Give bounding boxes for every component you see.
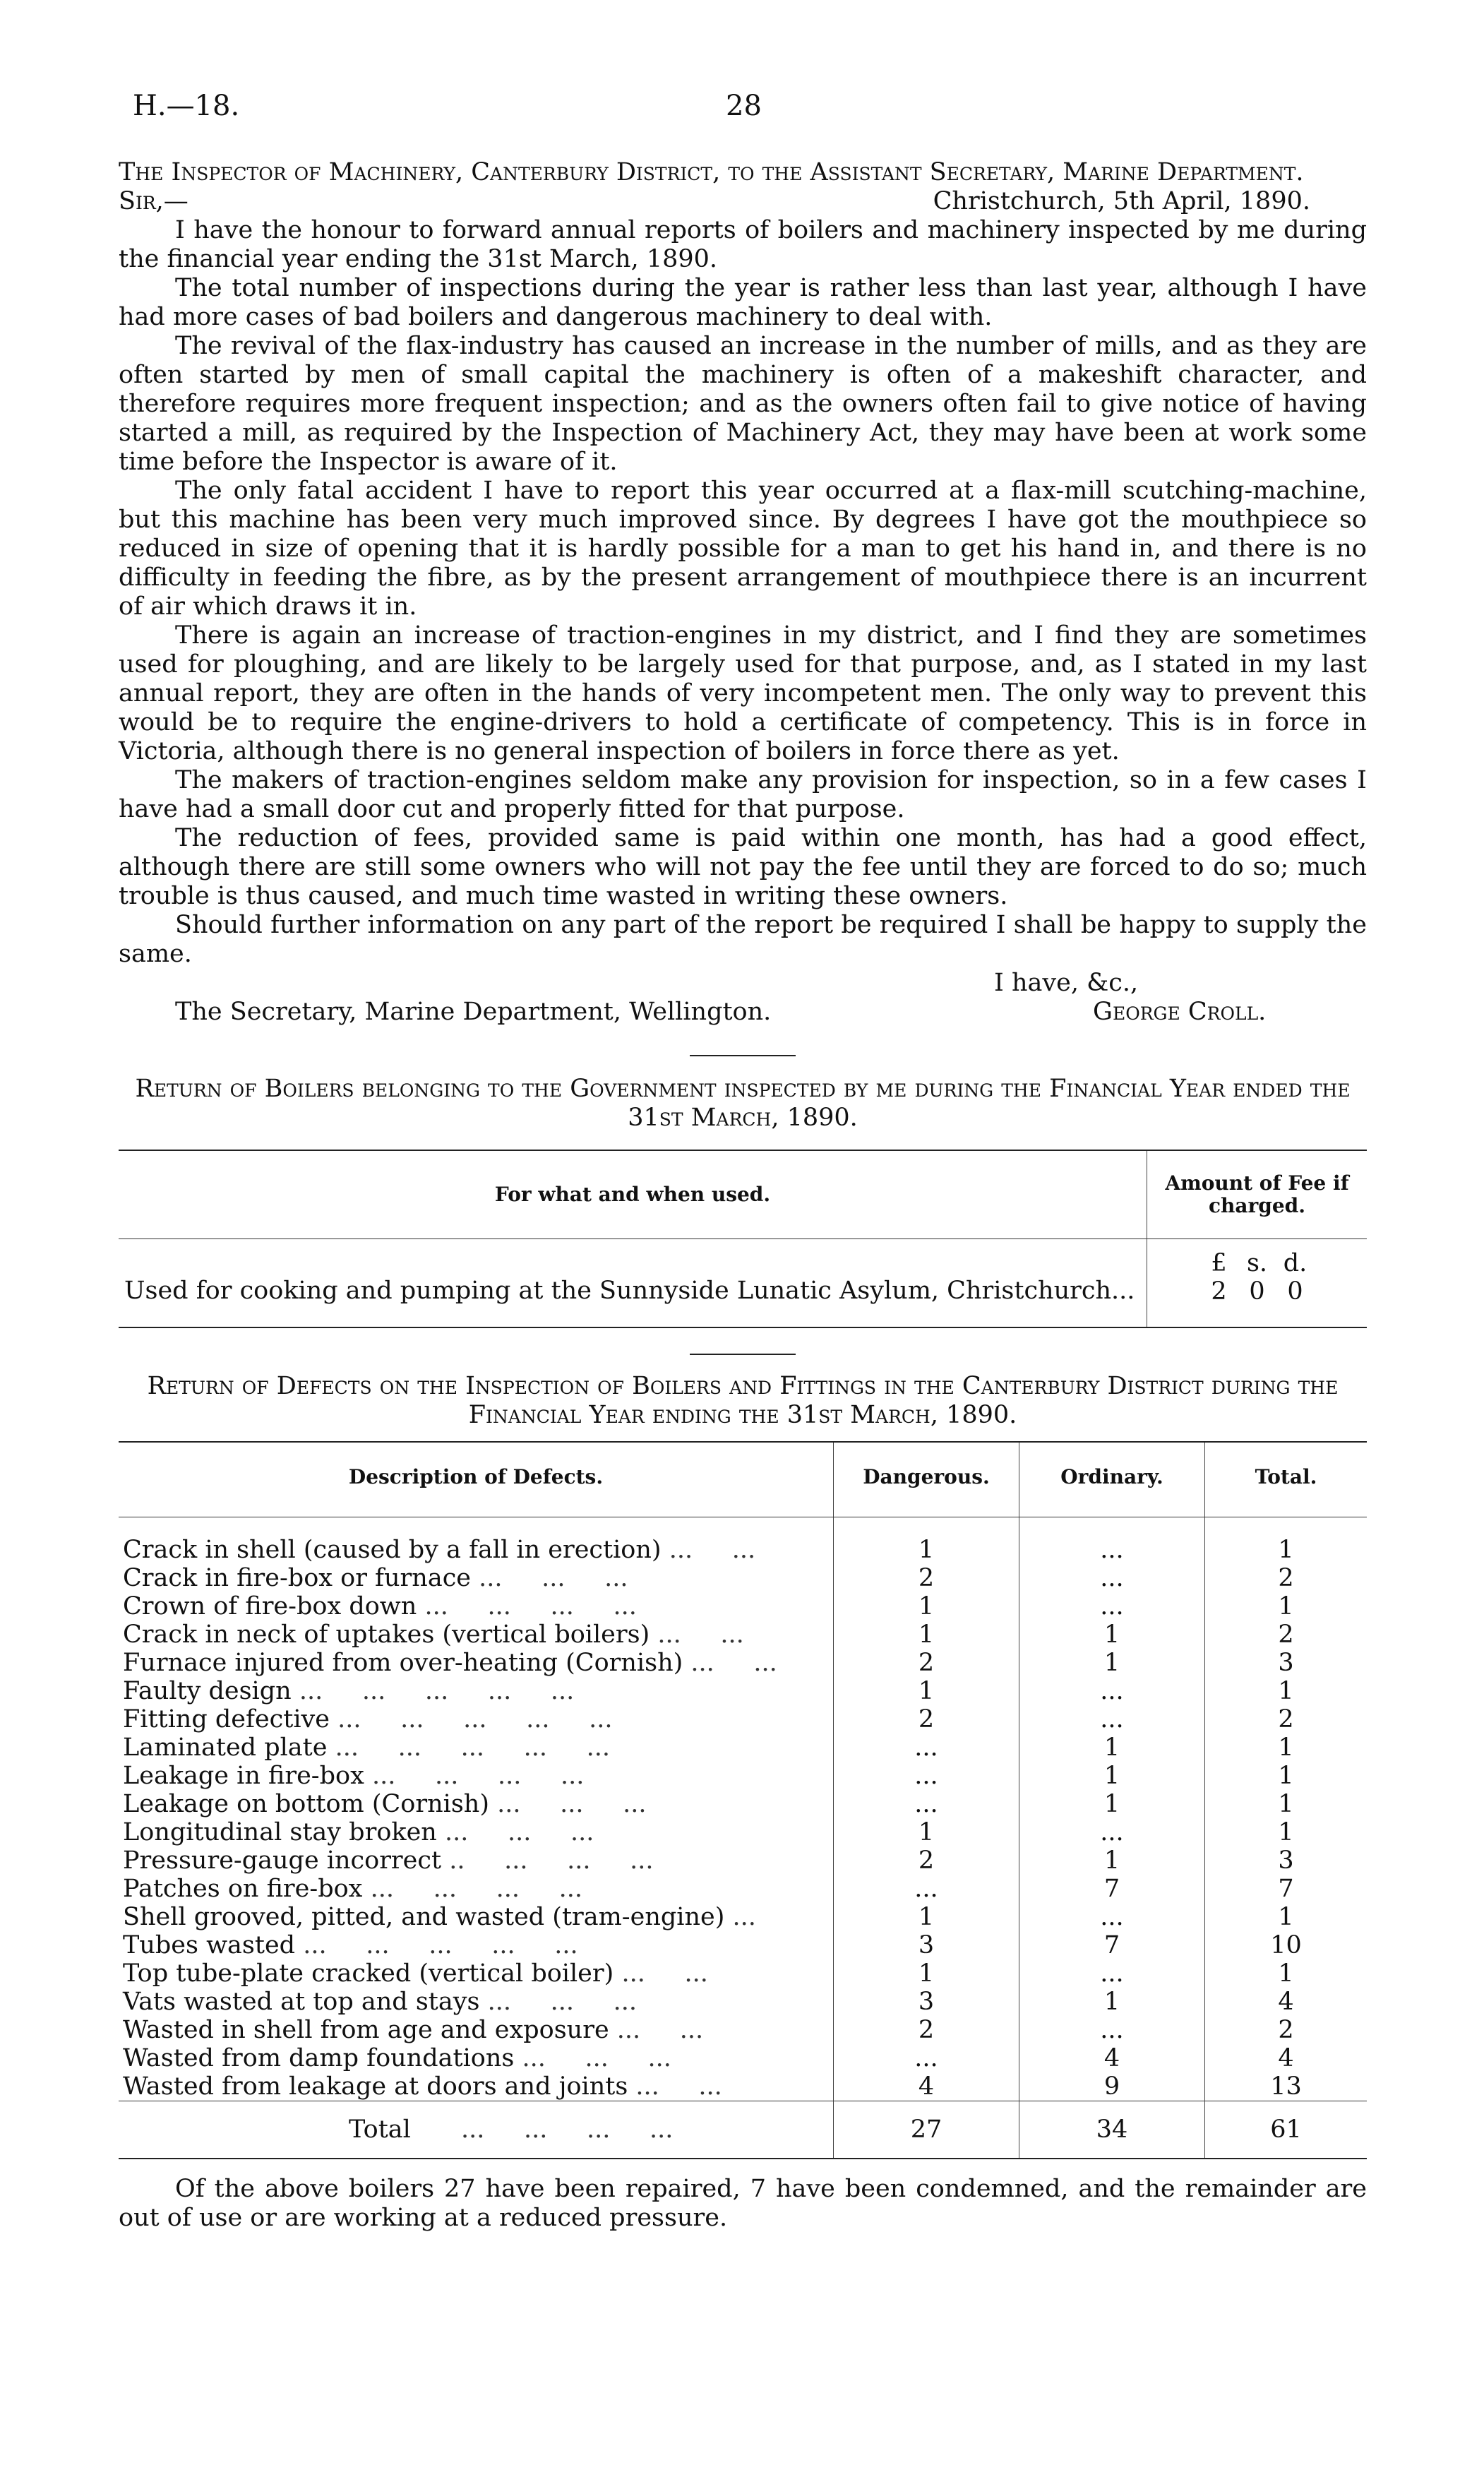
column-header-fee: Amount of Fee if charged. — [1147, 1150, 1368, 1239]
table-row — [119, 1846, 1367, 1875]
dot-leader: ... ... ... ... ... — [303, 1931, 578, 1959]
defect-description: Leakage in fire-box — [123, 1762, 364, 1790]
ordinary-count: ... — [1019, 1818, 1205, 1846]
defect-description-cell — [119, 1846, 834, 1875]
dot-leader: ... ... — [690, 1649, 777, 1677]
defect-description-cell — [119, 2016, 834, 2044]
defect-description: Patches on fire-box — [123, 1875, 363, 1903]
ordinary-count: 1 — [1019, 1621, 1205, 1649]
defect-description: Wasted from leakage at doors and joints — [123, 2072, 628, 2101]
dangerous-count: 2 — [834, 1649, 1019, 1677]
dangerous-count: ... — [834, 1875, 1019, 1903]
dot-leader: ... ... — [616, 2016, 704, 2044]
table-row — [119, 1762, 1367, 1790]
defect-description-cell — [119, 1762, 834, 1790]
total-count: 1 — [1205, 1733, 1368, 1762]
footer-note: Of the above boilers 27 have been repaired, 7 have been condemned, and the remainder are out of use or are working at a reduced pressure. — [119, 2175, 1367, 2232]
page-number: 28 — [726, 90, 762, 122]
total-count: 1 — [1205, 1959, 1368, 1988]
dangerous-count: 1 — [834, 1592, 1019, 1621]
table-row — [119, 1790, 1367, 1818]
shillings-value: 0 — [1249, 1277, 1265, 1306]
dot-leader: ... ... ... ... — [371, 1762, 585, 1790]
total-row — [119, 2101, 1367, 2159]
dangerous-count: ... — [834, 1790, 1019, 1818]
defect-description: Leakage on bottom (Cornish) — [123, 1790, 490, 1818]
defect-description: Crack in shell (caused by a fall in erection) — [123, 1536, 662, 1564]
usage-description: Used for cooking and pumping at the Sunnyside Lunatic Asylum, Christchurch... — [119, 1239, 1147, 1328]
dot-leader: ... ... — [635, 2072, 722, 2101]
letter-paragraph: The reduction of fees, provided same is paid within one month, has had a good effect, although there are still some owners who will not pay the fee until they are forced to do so; much trouble is thus caused, and much time wasted in writing these owners. — [119, 824, 1367, 910]
defect-description: Crack in neck of uptakes (vertical boilers) — [123, 1621, 650, 1649]
table-row — [119, 1677, 1367, 1705]
dot-leader: ... ... ... ... — [370, 1875, 582, 1903]
total-count: 1 — [1205, 1818, 1368, 1846]
column-header-usage: For what and when used. — [119, 1150, 1147, 1239]
closing-row — [119, 969, 1367, 998]
defect-description-cell — [119, 1705, 834, 1733]
dangerous-count: 1 — [834, 1903, 1019, 1931]
dangerous-count: 2 — [834, 2016, 1019, 2044]
defect-description: Crown of fire-box down — [123, 1592, 417, 1621]
total-leader: ... ... ... ... — [460, 2115, 674, 2144]
ordinary-count: 1 — [1019, 1762, 1205, 1790]
government-boilers-table — [119, 1150, 1367, 1328]
defect-description-cell — [119, 1959, 834, 1988]
defect-description: Furnace injured from over-heating (Cornish) — [123, 1649, 683, 1677]
salutation-line — [119, 187, 1367, 216]
defect-description-cell — [119, 2044, 834, 2072]
table-row — [119, 1988, 1367, 2016]
table-row — [119, 1592, 1367, 1621]
defect-description-cell — [119, 1592, 834, 1621]
defect-description-cell — [119, 1649, 834, 1677]
total-count: 7 — [1205, 1875, 1368, 1903]
table-row — [119, 1818, 1367, 1846]
dangerous-count: ... — [834, 2044, 1019, 2072]
dangerous-count: 2 — [834, 1564, 1019, 1592]
table-row — [119, 1959, 1367, 1988]
ordinary-count: 1 — [1019, 1846, 1205, 1875]
page-header — [119, 92, 1367, 148]
total-count: 2 — [1205, 1564, 1368, 1592]
dangerous-count: 1 — [834, 1677, 1019, 1705]
table-row — [119, 1875, 1367, 1903]
defect-description: Pressure-gauge incorrect — [123, 1846, 442, 1875]
defect-description-cell — [119, 1677, 834, 1705]
dangerous-count: 1 — [834, 1621, 1019, 1649]
defect-description-cell — [119, 1621, 834, 1649]
total-count: 1 — [1205, 1903, 1368, 1931]
ordinary-count: 1 — [1019, 1733, 1205, 1762]
defects-table — [119, 1441, 1367, 2159]
dangerous-count: 1 — [834, 1959, 1019, 1988]
total-count: 1 — [1205, 1677, 1368, 1705]
table-row — [119, 2016, 1367, 2044]
table-row — [119, 1239, 1367, 1328]
addressee-row — [119, 998, 1367, 1027]
ordinary-count: ... — [1019, 1959, 1205, 1988]
table-row — [119, 1705, 1367, 1733]
total-count: 4 — [1205, 1988, 1368, 2016]
fee-cell — [1147, 1239, 1368, 1328]
dot-leader: ... ... ... — [497, 1790, 647, 1818]
defect-description-cell — [119, 2072, 834, 2101]
defect-description-cell — [119, 1790, 834, 1818]
closing-phrase: I have, &c., — [994, 969, 1139, 997]
dot-leader: ... ... ... ... ... — [335, 1733, 610, 1762]
defect-description-cell — [119, 1733, 834, 1762]
total-ordinary: 34 — [1019, 2101, 1205, 2159]
total-count: 2 — [1205, 1621, 1368, 1649]
section-divider — [690, 1055, 796, 1056]
dangerous-count: 1 — [834, 1818, 1019, 1846]
total-count: 1 — [1205, 1517, 1368, 1565]
total-count: 2 — [1205, 2016, 1368, 2044]
place-date: Christchurch, 5th April, 1890. — [933, 187, 1310, 215]
dangerous-count: ... — [834, 1733, 1019, 1762]
defect-description: Crack in fire-box or furnace — [123, 1564, 472, 1592]
fee-grid — [1153, 1249, 1361, 1306]
defect-description: Laminated plate — [123, 1733, 328, 1762]
dot-leader: ... ... ... — [487, 1988, 637, 2016]
ordinary-count: ... — [1019, 2016, 1205, 2044]
signature: George Croll. — [1093, 998, 1267, 1026]
ordinary-count: 9 — [1019, 2072, 1205, 2101]
table-row — [119, 1931, 1367, 1959]
defect-description-cell — [119, 1564, 834, 1592]
total-label-cell — [119, 2101, 834, 2159]
dot-leader: ... ... ... — [479, 1564, 628, 1592]
table-row — [119, 1649, 1367, 1677]
table-row — [119, 1517, 1367, 1565]
defect-description: Longitudinal stay broken — [123, 1818, 437, 1846]
addressee: The Secretary, Marine Department, Wellington. — [175, 998, 772, 1026]
letter-body — [119, 216, 1367, 1027]
dot-leader: ... ... — [621, 1959, 708, 1988]
defect-description: Tubes wasted — [123, 1931, 296, 1959]
letter-paragraph: The total number of inspections during the year is rather less than last year, although I have had more cases of bad boilers and dangerous machinery to deal with. — [119, 274, 1367, 331]
ordinary-count: ... — [1019, 1517, 1205, 1565]
dangerous-count: 2 — [834, 1705, 1019, 1733]
ordinary-count: 7 — [1019, 1875, 1205, 1903]
defect-description: Faulty design — [123, 1677, 292, 1705]
column-header-dangerous: Dangerous. — [834, 1442, 1019, 1517]
salutation: Sir,— — [119, 187, 189, 215]
column-header-total: Total. — [1205, 1442, 1368, 1517]
defect-description: Top tube-plate cracked (vertical boiler) — [123, 1959, 614, 1988]
total-count: 3 — [1205, 1649, 1368, 1677]
ordinary-count: ... — [1019, 1903, 1205, 1931]
ordinary-count: 1 — [1019, 1790, 1205, 1818]
ordinary-count: 4 — [1019, 2044, 1205, 2072]
dangerous-count: ... — [834, 1762, 1019, 1790]
defect-description-cell — [119, 1517, 834, 1565]
letter-paragraph: I have the honour to forward annual reports of boilers and machinery inspected by me during the financial year ending the 31st March, 1890. — [119, 216, 1367, 273]
defect-description: Wasted in shell from age and exposure — [123, 2016, 609, 2044]
dot-leader: ... ... — [669, 1536, 756, 1564]
pence-header: d. — [1283, 1249, 1308, 1277]
dangerous-count: 4 — [834, 2072, 1019, 2101]
dangerous-count: 2 — [834, 1846, 1019, 1875]
total-count: 1 — [1205, 1762, 1368, 1790]
pence-value: 0 — [1287, 1277, 1303, 1306]
dangerous-count: 3 — [834, 1988, 1019, 2016]
defect-description: Vats wasted at top and stays — [123, 1988, 480, 2016]
table-row — [119, 2044, 1367, 2072]
dot-leader: .. ... ... ... — [449, 1846, 654, 1875]
defects-return-title: Return of Defects on the Inspection of Boilers and Fittings in the Canterbury District during the Financial Year ending the 31st March, 1890. — [147, 1372, 1339, 1429]
document-reference: H.—18. — [133, 90, 240, 122]
defect-description-cell — [119, 1988, 834, 2016]
total-label: Total — [349, 2115, 411, 2144]
ordinary-count: ... — [1019, 1564, 1205, 1592]
letter-paragraph: The only fatal accident I have to report this year occurred at a flax-mill scutching-machine, but this machine has been very much improved since. By degrees I have got the mouthpiece so reduced in size of opening that it is hardly possible for a man to get his hand in, and there is no difficulty in feeding the fibre, as by the present arrangement of mouthpiece there is an incurrent of air which draws it in. — [119, 477, 1367, 621]
shillings-header: s. — [1246, 1249, 1268, 1277]
ordinary-count: ... — [1019, 1677, 1205, 1705]
total-count: 10 — [1205, 1931, 1368, 1959]
total-count: 13 — [1205, 2072, 1368, 2101]
dot-leader: ... ... ... — [522, 2044, 671, 2072]
total-total: 61 — [1205, 2101, 1368, 2159]
total-count: 4 — [1205, 2044, 1368, 2072]
pounds-value: 2 — [1211, 1277, 1227, 1306]
total-count: 1 — [1205, 1592, 1368, 1621]
defect-description-cell — [119, 1903, 834, 1931]
dot-leader: ... ... ... — [445, 1818, 594, 1846]
defect-description: Fitting defective — [123, 1705, 330, 1733]
ordinary-count: ... — [1019, 1705, 1205, 1733]
column-header-description: Description of Defects. — [119, 1442, 834, 1517]
dot-leader: ... ... ... ... — [424, 1592, 637, 1621]
table-row — [119, 1733, 1367, 1762]
defect-description-cell — [119, 1931, 834, 1959]
letter-paragraph: The makers of traction-engines seldom make any provision for inspection, so in a few cases I have had a small door cut and properly fitted for that purpose. — [119, 766, 1367, 823]
ordinary-count: ... — [1019, 1592, 1205, 1621]
column-header-ordinary: Ordinary. — [1019, 1442, 1205, 1517]
letter-paragraph: There is again an increase of traction-engines in my district, and I find they are sometimes used for ploughing, and are likely to be largely used for that purpose, and, as I stated in my last annual report, they are often in the hands of very incompetent men. The only way to prevent this would be to require the engine-drivers to hold a certificate of competency. This is in force in Victoria, although there is no general inspection of boilers in force there as yet. — [119, 621, 1367, 765]
table-row — [119, 1621, 1367, 1649]
dot-leader: ... ... ... ... ... — [299, 1677, 575, 1705]
dot-leader: ... — [732, 1903, 756, 1931]
defect-description-cell — [119, 1818, 834, 1846]
total-count: 3 — [1205, 1846, 1368, 1875]
dangerous-count: 3 — [834, 1931, 1019, 1959]
dangerous-count: 1 — [834, 1517, 1019, 1565]
defect-description: Wasted from damp foundations — [123, 2044, 515, 2072]
dot-leader: ... ... — [657, 1621, 744, 1649]
ordinary-count: 1 — [1019, 1988, 1205, 2016]
table-row — [119, 1564, 1367, 1592]
document-page — [119, 92, 1367, 2233]
section-divider — [690, 1354, 796, 1355]
closing-paragraph: Should further information on any part of the report be required I shall be happy to supply the same. — [119, 911, 1367, 968]
pounds-header: £ — [1211, 1249, 1227, 1277]
table-row — [119, 1903, 1367, 1931]
ordinary-count: 1 — [1019, 1649, 1205, 1677]
letter-heading: The Inspector of Machinery, Canterbury District, to the Assistant Secretary, Marine Department. — [119, 158, 1304, 186]
ordinary-count: 7 — [1019, 1931, 1205, 1959]
table-row — [119, 2072, 1367, 2101]
government-return-title: Return of Boilers belonging to the Government inspected by me during the Financial Year ended the 31st March, 1890. — [135, 1075, 1351, 1132]
defects-table-body — [119, 1517, 1367, 2101]
letter-paragraph: The revival of the flax-industry has caused an increase in the number of mills, and as they are often started by men of small capital the machinery is often of a makeshift character, and therefore requires more frequent inspection; and as the owners often fail to give notice of having started a mill, as required by the Inspection of Machinery Act, they may have been at work some time before the Inspector is aware of it. — [119, 332, 1367, 476]
total-count: 1 — [1205, 1790, 1368, 1818]
total-count: 2 — [1205, 1705, 1368, 1733]
defect-description-cell — [119, 1875, 834, 1903]
total-dangerous: 27 — [834, 2101, 1019, 2159]
dot-leader: ... ... ... ... ... — [337, 1705, 613, 1733]
defect-description: Shell grooved, pitted, and wasted (tram-engine) — [123, 1903, 725, 1931]
